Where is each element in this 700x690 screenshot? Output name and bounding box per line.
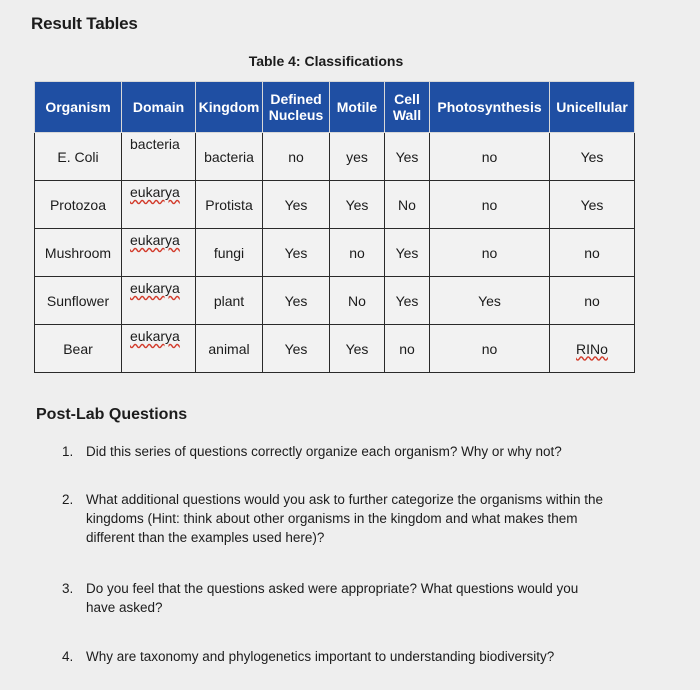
header-photosynthesis: Photosynthesis <box>430 82 550 133</box>
cell-organism: Mushroom <box>35 229 122 277</box>
header-kingdom: Kingdom <box>196 82 263 133</box>
cell-kingdom: bacteria <box>196 133 263 181</box>
question-item <box>62 442 606 461</box>
cell-nucleus: Yes <box>263 229 330 277</box>
cell-unicellular: Yes <box>550 181 635 229</box>
cell-domain <box>122 229 196 277</box>
cell-kingdom: animal <box>196 325 263 373</box>
question-item <box>62 490 606 547</box>
question-item <box>62 647 606 666</box>
cell-motile: Yes <box>330 325 385 373</box>
question-item <box>62 579 606 617</box>
header-organism: Organism <box>35 82 122 133</box>
header-domain: Domain <box>122 82 196 133</box>
cell-photosynthesis: no <box>430 133 550 181</box>
table-row <box>35 133 635 181</box>
question-number: 3. <box>62 581 74 596</box>
header-defined-nucleus: Defined Nucleus <box>263 82 330 133</box>
cell-unicellular <box>550 325 635 373</box>
question-number: 4. <box>62 649 74 664</box>
domain-text: eukarya <box>130 328 180 344</box>
cell-organism: Sunflower <box>35 277 122 325</box>
cell-nucleus: Yes <box>263 277 330 325</box>
header-unicellular: Unicellular <box>550 82 635 133</box>
domain-text: eukarya <box>130 232 180 248</box>
cell-motile: no <box>330 229 385 277</box>
cell-cell-wall: no <box>385 325 430 373</box>
cell-cell-wall: Yes <box>385 229 430 277</box>
header-cell-wall: Cell Wall <box>385 82 430 133</box>
question-text: Do you feel that the questions asked were appropriate? What questions would you have asked? <box>86 581 579 615</box>
cell-motile: yes <box>330 133 385 181</box>
cell-unicellular: no <box>550 229 635 277</box>
table-caption: Table 4: Classifications <box>248 53 404 69</box>
question-number: 1. <box>62 444 74 459</box>
question-text: What additional questions would you ask to further categorize the organisms within the kingdoms (Hint: think about other organisms in the kingdom and what makes them different than the examples used here)? <box>86 492 604 545</box>
cell-photosynthesis: no <box>430 181 550 229</box>
question-text: Did this series of questions correctly organize each organism? Why or why not? <box>86 444 562 459</box>
cell-domain <box>122 277 196 325</box>
cell-nucleus: no <box>263 133 330 181</box>
cell-kingdom: fungi <box>196 229 263 277</box>
table-row <box>35 229 635 277</box>
cell-photosynthesis: Yes <box>430 277 550 325</box>
domain-text: eukarya <box>130 184 180 200</box>
question-text: Why are taxonomy and phylogenetics important to understanding biodiversity? <box>86 649 555 664</box>
table-row <box>35 181 635 229</box>
unicellular-text: RINo <box>576 340 608 357</box>
cell-cell-wall: No <box>385 181 430 229</box>
cell-motile: Yes <box>330 181 385 229</box>
cell-unicellular: no <box>550 277 635 325</box>
header-row <box>35 82 635 133</box>
cell-organism: Bear <box>35 325 122 373</box>
cell-kingdom: Protista <box>196 181 263 229</box>
cell-domain <box>122 325 196 373</box>
table-row <box>35 277 635 325</box>
domain-text: bacteria <box>130 136 180 152</box>
classification-table <box>34 81 635 373</box>
cell-organism: Protozoa <box>35 181 122 229</box>
cell-photosynthesis: no <box>430 325 550 373</box>
domain-text: eukarya <box>130 280 180 296</box>
cell-motile: No <box>330 277 385 325</box>
cell-domain <box>122 133 196 181</box>
cell-domain <box>122 181 196 229</box>
cell-organism: E. Coli <box>35 133 122 181</box>
cell-kingdom: plant <box>196 277 263 325</box>
header-motile: Motile <box>330 82 385 133</box>
cell-nucleus: Yes <box>263 181 330 229</box>
table-row <box>35 325 635 373</box>
cell-unicellular: Yes <box>550 133 635 181</box>
cell-cell-wall: Yes <box>385 133 430 181</box>
page-title: Result Tables <box>31 14 138 33</box>
cell-nucleus: Yes <box>263 325 330 373</box>
post-lab-title: Post-Lab Questions <box>36 406 188 423</box>
cell-photosynthesis: no <box>430 229 550 277</box>
cell-cell-wall: Yes <box>385 277 430 325</box>
question-number: 2. <box>62 492 74 507</box>
